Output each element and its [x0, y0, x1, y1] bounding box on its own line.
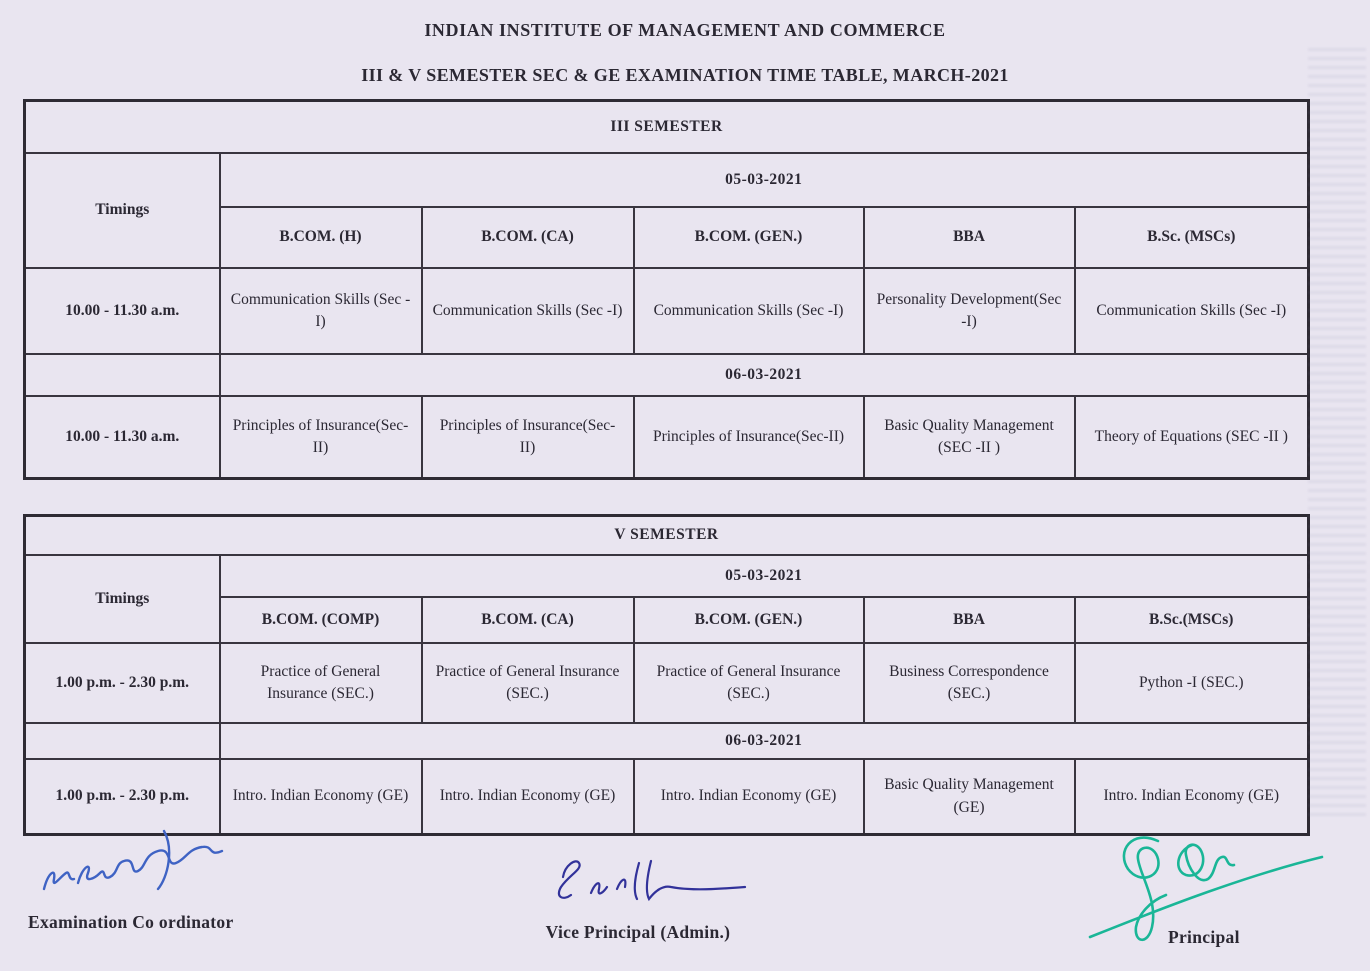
subject-cell: Communication Skills (Sec -I): [634, 268, 864, 354]
subject-cell: Practice of General Insurance (SEC.): [422, 643, 634, 723]
subject-cell: Principles of Insurance(Sec- II): [422, 396, 634, 479]
program-header-bsc-mscs: B.Sc. (MSCs): [1075, 207, 1309, 268]
timings-header: Timings: [25, 153, 220, 268]
examination-coordinator-label: Examination Co ordinator: [28, 912, 234, 932]
third-semester-table: [23, 99, 1310, 480]
program-header-bcom-gen: B.COM. (GEN.): [634, 597, 864, 643]
program-header-bcom-gen: B.COM. (GEN.): [634, 207, 864, 268]
timings-header: Timings: [25, 555, 220, 643]
program-header-bba: BBA: [864, 207, 1075, 268]
subject-cell: Basic Quality Management (GE): [864, 759, 1075, 835]
exam-date: 06-03-2021: [220, 354, 1309, 396]
empty-cell: [25, 354, 220, 396]
subject-cell: Theory of Equations (SEC -II ): [1075, 396, 1309, 479]
empty-cell: [25, 723, 220, 759]
institute-title: INDIAN INSTITUTE OF MANAGEMENT AND COMMERCE: [424, 20, 946, 40]
subject-cell: Practice of General Insurance (SEC.): [220, 643, 422, 723]
section-title-v-semester: V SEMESTER: [25, 516, 1309, 556]
timing-cell: 10.00 - 11.30 a.m.: [25, 396, 220, 479]
subject-cell: Communication Skills (Sec -I): [1075, 268, 1309, 354]
timetable-subtitle: III & V SEMESTER SEC & GE EXAMINATION TIME TABLE, MARCH-2021: [361, 65, 1009, 85]
vice-principal-signature-block: [488, 855, 788, 943]
subject-cell: Intro. Indian Economy (GE): [422, 759, 634, 835]
vice-principal-signature-icon: [523, 855, 753, 917]
fifth-semester-table: [23, 514, 1310, 836]
principal-signature-block: [1080, 815, 1350, 948]
program-header-bcom-ca: B.COM. (CA): [422, 597, 634, 643]
examination-coordinator-signature-block: [28, 823, 308, 933]
table-row: [25, 396, 1309, 479]
timing-cell: 1.00 p.m. - 2.30 p.m.: [25, 759, 220, 835]
program-header-bcom-ca: B.COM. (CA): [422, 207, 634, 268]
table-row: [25, 643, 1309, 723]
subject-cell: Python -I (SEC.): [1075, 643, 1309, 723]
principal-label: Principal: [1168, 927, 1240, 947]
program-header-bba: BBA: [864, 597, 1075, 643]
subject-cell: Principles of Insurance(Sec- II): [220, 396, 422, 479]
subject-cell: Personality Development(Sec -I): [864, 268, 1075, 354]
exam-date: 05-03-2021: [220, 555, 1309, 597]
coordinator-signature-icon: [36, 823, 236, 905]
subject-cell: Communication Skills (Sec -I): [220, 268, 422, 354]
subject-cell: Communication Skills (Sec -I): [422, 268, 634, 354]
subject-cell: Intro. Indian Economy (GE): [220, 759, 422, 835]
table-row: [25, 268, 1309, 354]
subject-cell: Intro. Indian Economy (GE): [634, 759, 864, 835]
program-header-bcom-comp: B.COM. (COMP): [220, 597, 422, 643]
signature-area: [0, 815, 1370, 971]
subject-cell: Principles of Insurance(Sec-II): [634, 396, 864, 479]
exam-date: 06-03-2021: [220, 723, 1309, 759]
subject-cell: Business Correspondence (SEC.): [864, 643, 1075, 723]
vice-principal-label: Vice Principal (Admin.): [545, 922, 731, 942]
program-header-bsc-mscs: B.Sc.(MSCs): [1075, 597, 1309, 643]
section-title-iii-semester: III SEMESTER: [25, 101, 1309, 154]
subject-cell: Basic Quality Management (SEC -II ): [864, 396, 1075, 479]
subject-cell: Practice of General Insurance (SEC.): [634, 643, 864, 723]
bleed-through-texture: [1308, 48, 1366, 818]
timing-cell: 1.00 p.m. - 2.30 p.m.: [25, 643, 220, 723]
timing-cell: 10.00 - 11.30 a.m.: [25, 268, 220, 354]
exam-date: 05-03-2021: [220, 153, 1309, 207]
program-header-bcom-h: B.COM. (H): [220, 207, 422, 268]
subject-cell: Intro. Indian Economy (GE): [1075, 759, 1309, 835]
